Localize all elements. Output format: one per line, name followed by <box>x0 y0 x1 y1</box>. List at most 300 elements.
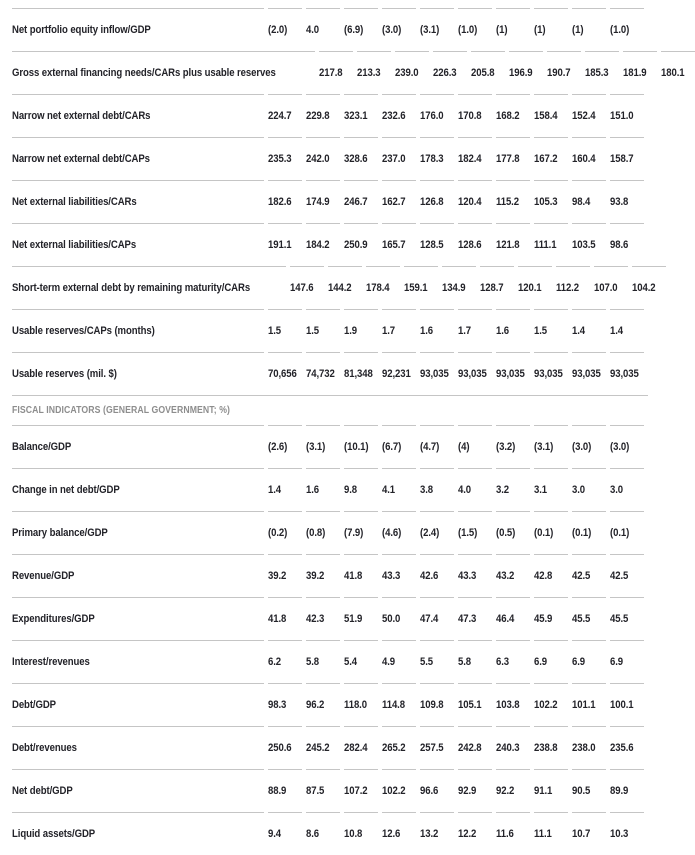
cell-value: 182.6 <box>268 196 292 208</box>
cell-value: 1.5 <box>268 325 282 337</box>
value-cell <box>382 683 416 726</box>
cell-value: 5.8 <box>458 656 472 668</box>
cell-value: 5.8 <box>306 656 320 668</box>
cell-value: 98.4 <box>572 196 591 208</box>
table-row <box>12 683 648 726</box>
cell-value: 50.0 <box>382 613 401 625</box>
value-cell <box>572 8 606 51</box>
cell-value: (3.0) <box>572 441 592 453</box>
cell-value: 3.2 <box>496 484 510 496</box>
cell-value: 178.3 <box>420 153 444 165</box>
value-cell <box>420 468 454 511</box>
cell-value: 158.7 <box>610 153 634 165</box>
value-cell <box>344 137 378 180</box>
row-label: Primary balance/GDP <box>12 527 108 539</box>
value-cell <box>344 683 378 726</box>
cell-value: 165.7 <box>382 239 406 251</box>
cell-value: 238.8 <box>534 742 558 754</box>
value-cell <box>496 8 530 51</box>
cell-value: 177.8 <box>496 153 520 165</box>
cell-value: 42.8 <box>534 570 553 582</box>
cell-value: 105.1 <box>458 699 482 711</box>
value-cell <box>547 51 581 94</box>
cell-value: 93,035 <box>572 368 601 380</box>
cell-value: 93,035 <box>496 368 525 380</box>
cell-value: 43.3 <box>458 570 477 582</box>
cell-value: 152.4 <box>572 110 596 122</box>
cell-value: 114.8 <box>382 699 405 711</box>
cell-value: 1.4 <box>572 325 586 337</box>
value-cell <box>572 812 606 855</box>
table-row <box>12 812 648 855</box>
value-cell <box>572 137 606 180</box>
value-cell <box>458 137 492 180</box>
cell-value: 226.3 <box>433 67 457 79</box>
value-cell <box>420 812 454 855</box>
value-cell <box>268 352 302 395</box>
value-cell <box>496 137 530 180</box>
value-cell <box>268 726 302 769</box>
cell-value: 74,732 <box>306 368 335 380</box>
value-cell <box>458 309 492 352</box>
cell-value: 89.9 <box>610 785 629 797</box>
cell-value: 120.1 <box>517 282 542 294</box>
cell-value: 92,231 <box>382 368 411 380</box>
cell-value: 1.6 <box>496 325 510 337</box>
value-cell <box>534 425 568 468</box>
cell-value: 151.0 <box>610 110 634 122</box>
value-cell <box>496 94 530 137</box>
cell-value: (1.5) <box>458 527 478 539</box>
value-cell <box>268 180 302 223</box>
value-cell <box>420 726 454 769</box>
row-label-cell <box>12 425 264 468</box>
value-cell <box>610 640 644 683</box>
value-cell <box>610 468 644 511</box>
cell-value: 102.2 <box>382 785 406 797</box>
cell-value: 323.1 <box>344 110 368 122</box>
table-row <box>12 137 648 180</box>
cell-value: 70,656 <box>268 368 297 380</box>
cell-value: 93,035 <box>610 368 639 380</box>
value-cell <box>306 8 340 51</box>
cell-value: 92.2 <box>496 785 515 797</box>
cell-value: 41.8 <box>344 570 363 582</box>
cell-value: 328.6 <box>344 153 368 165</box>
cell-value: 10.7 <box>572 828 591 840</box>
table-row <box>12 223 648 266</box>
cell-value: 93,035 <box>420 368 449 380</box>
cell-value: 104.2 <box>631 282 656 294</box>
value-cell <box>572 726 606 769</box>
table-row <box>12 769 648 812</box>
cell-value: (3.0) <box>610 441 630 453</box>
value-cell <box>382 8 416 51</box>
cell-value: 4.0 <box>458 484 472 496</box>
cell-value: 128.5 <box>420 239 444 251</box>
cell-value: 144.2 <box>327 282 352 294</box>
value-cell <box>306 554 340 597</box>
cell-value: 235.3 <box>268 153 292 165</box>
value-cell <box>610 812 644 855</box>
cell-value: (1) <box>534 24 546 36</box>
cell-value: 42.6 <box>420 570 439 582</box>
value-cell <box>496 468 530 511</box>
cell-value: 1.9 <box>344 325 358 337</box>
value-cell <box>534 640 568 683</box>
cell-value: 10.8 <box>344 828 363 840</box>
cell-value: 96.6 <box>420 785 439 797</box>
value-cell <box>534 726 568 769</box>
value-cell <box>306 180 340 223</box>
value-cell <box>572 683 606 726</box>
cell-value: (2.0) <box>268 24 288 36</box>
table-row <box>12 425 648 468</box>
value-cell <box>534 137 568 180</box>
cell-value: 41.8 <box>268 613 287 625</box>
cell-value: 42.3 <box>306 613 325 625</box>
value-cell <box>496 683 530 726</box>
cell-value: 42.5 <box>572 570 591 582</box>
cell-value: 224.7 <box>268 110 292 122</box>
cell-value: 12.6 <box>382 828 401 840</box>
row-label-cell <box>12 769 264 812</box>
value-cell <box>306 726 340 769</box>
cell-value: 181.9 <box>623 67 647 79</box>
cell-value: 184.2 <box>306 239 330 251</box>
row-label: Balance/GDP <box>12 441 72 453</box>
value-cell <box>306 511 340 554</box>
value-cell <box>382 812 416 855</box>
section-header-row <box>12 395 648 425</box>
value-cell <box>344 640 378 683</box>
value-cell <box>480 266 514 309</box>
cell-value: 190.7 <box>547 67 571 79</box>
value-cell <box>496 769 530 812</box>
row-label-cell <box>12 683 264 726</box>
cell-value: 245.2 <box>306 742 330 754</box>
cell-value: (0.1) <box>610 527 630 539</box>
value-cell <box>572 425 606 468</box>
row-label-cell <box>12 597 264 640</box>
value-cell <box>623 51 657 94</box>
value-cell <box>496 726 530 769</box>
value-cell <box>534 812 568 855</box>
value-cell <box>458 683 492 726</box>
cell-value: 93,035 <box>458 368 487 380</box>
value-cell <box>458 511 492 554</box>
cell-value: 265.2 <box>382 742 406 754</box>
row-label: Net external liabilities/CARs <box>12 196 137 208</box>
table-row <box>12 554 648 597</box>
value-cell <box>458 554 492 597</box>
cell-value: 6.9 <box>610 656 624 668</box>
value-cell <box>534 309 568 352</box>
cell-value: 147.6 <box>289 282 314 294</box>
value-cell <box>610 683 644 726</box>
value-cell <box>382 597 416 640</box>
cell-value: 102.2 <box>534 699 558 711</box>
value-cell <box>496 554 530 597</box>
value-cell <box>496 812 530 855</box>
cell-value: 257.5 <box>420 742 444 754</box>
cell-value: (1.0) <box>458 24 478 36</box>
value-cell <box>306 597 340 640</box>
cell-value: 11.1 <box>534 828 552 840</box>
value-cell <box>382 425 416 468</box>
cell-value: 4.1 <box>382 484 396 496</box>
cell-value: 162.7 <box>382 196 406 208</box>
cell-value: 167.2 <box>534 153 558 165</box>
value-cell <box>420 8 454 51</box>
value-cell <box>534 180 568 223</box>
cell-value: 250.6 <box>268 742 292 754</box>
cell-value: 128.6 <box>458 239 482 251</box>
value-cell <box>344 769 378 812</box>
row-label-cell <box>12 812 264 855</box>
value-cell <box>610 554 644 597</box>
value-cell <box>458 180 492 223</box>
value-cell <box>610 223 644 266</box>
cell-value: 103.5 <box>572 239 596 251</box>
value-cell <box>534 468 568 511</box>
value-cell <box>344 8 378 51</box>
cell-value: (6.9) <box>344 24 364 36</box>
value-cell <box>572 180 606 223</box>
value-cell <box>661 51 695 94</box>
value-cell <box>458 352 492 395</box>
row-label: Revenue/GDP <box>12 570 75 582</box>
value-cell <box>496 309 530 352</box>
cell-value: 1.4 <box>268 484 282 496</box>
value-cell <box>534 511 568 554</box>
value-cell <box>420 137 454 180</box>
cell-value: 47.3 <box>458 613 477 625</box>
cell-value: (2.6) <box>268 441 288 453</box>
cell-value: 176.0 <box>420 110 444 122</box>
cell-value: 238.0 <box>572 742 596 754</box>
cell-value: 205.8 <box>471 67 495 79</box>
value-cell <box>572 554 606 597</box>
cell-value: 9.4 <box>268 828 282 840</box>
cell-value: 87.5 <box>306 785 325 797</box>
row-label: Interest/revenues <box>12 656 90 668</box>
cell-value: 229.8 <box>306 110 330 122</box>
row-label: Net portfolio equity inflow/GDP <box>12 24 151 36</box>
table-row <box>12 468 648 511</box>
cell-value: 1.5 <box>306 325 320 337</box>
cell-value: 168.2 <box>496 110 520 122</box>
value-cell <box>572 94 606 137</box>
cell-value: 3.1 <box>534 484 548 496</box>
row-label: Narrow net external debt/CARs <box>12 110 151 122</box>
value-cell <box>290 266 324 309</box>
cell-value: 43.3 <box>382 570 401 582</box>
cell-value: (7.9) <box>344 527 364 539</box>
cell-value: 6.2 <box>268 656 282 668</box>
cell-value: 128.7 <box>479 282 504 294</box>
value-cell <box>610 94 644 137</box>
cell-value: 6.9 <box>572 656 586 668</box>
value-cell <box>268 812 302 855</box>
value-cell <box>382 554 416 597</box>
value-cell <box>610 309 644 352</box>
cell-value: 242.8 <box>458 742 482 754</box>
section-header-label: FISCAL INDICATORS (GENERAL GOVERNMENT; %) <box>12 405 231 416</box>
value-cell <box>610 8 644 51</box>
cell-value: 246.7 <box>344 196 368 208</box>
value-cell <box>509 51 543 94</box>
cell-value: 88.9 <box>268 785 287 797</box>
table-row <box>12 94 648 137</box>
row-label: Debt/GDP <box>12 699 56 711</box>
value-cell <box>585 51 619 94</box>
cell-value: 174.9 <box>306 196 330 208</box>
cell-value: 126.8 <box>420 196 444 208</box>
cell-value: 43.2 <box>496 570 515 582</box>
cell-value: (3.2) <box>496 441 516 453</box>
cell-value: 3.8 <box>420 484 434 496</box>
value-cell <box>496 597 530 640</box>
cell-value: 112.2 <box>555 282 579 294</box>
cell-value: (0.8) <box>306 527 326 539</box>
value-cell <box>496 511 530 554</box>
cell-value: 39.2 <box>306 570 325 582</box>
value-cell <box>268 425 302 468</box>
cell-value: 217.8 <box>319 67 343 79</box>
value-cell <box>306 223 340 266</box>
cell-value: 13.2 <box>420 828 439 840</box>
table-row <box>12 309 648 352</box>
value-cell <box>458 812 492 855</box>
cell-value: 90.5 <box>572 785 591 797</box>
value-cell <box>306 769 340 812</box>
value-cell <box>610 425 644 468</box>
value-cell <box>420 180 454 223</box>
row-label-cell <box>12 640 264 683</box>
row-label-cell <box>12 223 264 266</box>
cell-value: 239.0 <box>395 67 419 79</box>
value-cell <box>382 94 416 137</box>
value-cell <box>268 94 302 137</box>
row-label-cell <box>12 511 264 554</box>
cell-value: 250.9 <box>344 239 368 251</box>
cell-value: (0.5) <box>496 527 516 539</box>
cell-value: 1.5 <box>534 325 548 337</box>
cell-value: 160.4 <box>572 153 596 165</box>
cell-value: 3.0 <box>610 484 624 496</box>
value-cell <box>458 223 492 266</box>
value-cell <box>268 640 302 683</box>
cell-value: 191.1 <box>268 239 292 251</box>
value-cell <box>420 511 454 554</box>
value-cell <box>534 683 568 726</box>
value-cell <box>534 352 568 395</box>
value-cell <box>395 51 429 94</box>
cell-value: 170.8 <box>458 110 482 122</box>
cell-value: (3.1) <box>306 441 326 453</box>
value-cell <box>442 266 476 309</box>
cell-value: (3.0) <box>382 24 402 36</box>
cell-value: (2.4) <box>420 527 440 539</box>
value-cell <box>458 94 492 137</box>
value-cell <box>420 683 454 726</box>
value-cell <box>458 640 492 683</box>
value-cell <box>556 266 590 309</box>
cell-value: (1) <box>572 24 584 36</box>
value-cell <box>306 309 340 352</box>
cell-value: 158.4 <box>534 110 558 122</box>
cell-value: 282.4 <box>344 742 368 754</box>
table-row <box>12 511 648 554</box>
cell-value: 115.2 <box>496 196 519 208</box>
value-cell <box>306 94 340 137</box>
cell-value: (4.6) <box>382 527 402 539</box>
table-row <box>12 726 648 769</box>
cell-value: 182.4 <box>458 153 482 165</box>
value-cell <box>268 554 302 597</box>
row-label: Gross external financing needs/CARs plus usable reserves <box>12 67 276 79</box>
cell-value: 185.3 <box>585 67 609 79</box>
table-row <box>12 597 648 640</box>
cell-value: 96.2 <box>306 699 325 711</box>
value-cell <box>496 223 530 266</box>
cell-value: 103.8 <box>496 699 520 711</box>
cell-value: (10.1) <box>344 441 369 453</box>
value-cell <box>268 137 302 180</box>
cell-value: 180.1 <box>661 67 685 79</box>
value-cell <box>344 352 378 395</box>
cell-value: 46.4 <box>496 613 515 625</box>
row-label: Liquid assets/GDP <box>12 828 96 840</box>
value-cell <box>572 468 606 511</box>
row-label-cell <box>12 468 264 511</box>
cell-value: 121.8 <box>496 239 520 251</box>
cell-value: (4.7) <box>420 441 440 453</box>
value-cell <box>420 554 454 597</box>
value-cell <box>382 352 416 395</box>
row-label-cell <box>12 51 315 94</box>
value-cell <box>496 352 530 395</box>
value-cell <box>534 94 568 137</box>
value-cell <box>268 309 302 352</box>
value-cell <box>344 554 378 597</box>
cell-value: 91.1 <box>534 785 553 797</box>
cell-value: (6.7) <box>382 441 402 453</box>
cell-value: 45.5 <box>610 613 629 625</box>
row-label-cell <box>12 180 264 223</box>
row-label-cell <box>12 94 264 137</box>
cell-value: 1.7 <box>382 325 396 337</box>
value-cell <box>632 266 666 309</box>
value-cell <box>382 223 416 266</box>
value-cell <box>382 137 416 180</box>
cell-value: (4) <box>458 441 470 453</box>
cell-value: 42.5 <box>610 570 629 582</box>
value-cell <box>268 468 302 511</box>
value-cell <box>420 425 454 468</box>
cell-value: 105.3 <box>534 196 558 208</box>
value-cell <box>420 94 454 137</box>
value-cell <box>306 640 340 683</box>
row-label: Short-term external debt by remaining maturity/CARs <box>12 282 251 294</box>
value-cell <box>382 640 416 683</box>
row-label: Net debt/GDP <box>12 785 73 797</box>
cell-value: (1.0) <box>610 24 630 36</box>
value-cell <box>344 180 378 223</box>
value-cell <box>366 266 400 309</box>
value-cell <box>382 511 416 554</box>
